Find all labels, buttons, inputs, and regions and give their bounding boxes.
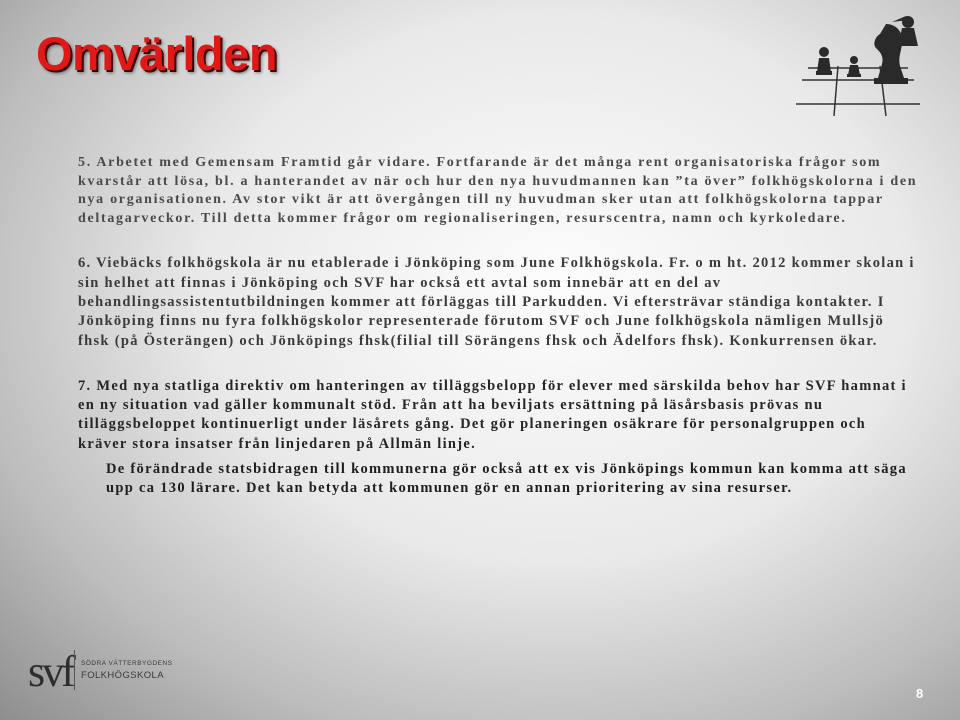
item-number: 7. — [78, 377, 92, 394]
logo-line-1: SÖDRA VÄTTERBYGDENS — [81, 660, 173, 667]
item-number: 6. — [78, 255, 92, 272]
note-paragraph: De förändrade statsbidragen till kommunerna gör också att ex vis Jönköpings kommun kan komma att säga upp ca 130 lärare. Det kan betyda att kommunen gör en annan prioritering av sina resurser. — [106, 461, 907, 497]
svf-logo — [28, 647, 188, 700]
logo-line-2: FOLKHÖGSKOLA. — [81, 669, 168, 681]
list-item — [78, 254, 918, 350]
item-text: Viebäcks folkhögskola är nu etablerade i Jönköping som June Folkhögskola. Fr. o m ht. 2012 kommer skolan i sin helhet att finnas i Jönköping och SVF har också ett avtal som innebär att en del av behandlingsassistentutbildningen kommer att förläggas till Parkudden. Vi eftersträvar ständiga kontakter. I Jönköping finns nu fyra folkhögskolor representerade förutom SVF och June folkhögskola nämligen Mullsjö fhsk (på Österängen) och Jönköpings fhsk(filial till Sörängens fhsk och Ädelfors fhsk). Konkurrensen ökar. — [78, 255, 915, 349]
item-text: Arbetet med Gemensam Framtid går vidare. Fortfarande är det många rent organisatoriska frågor som kvarstår att lösa, bl. a hanterandet av när och hur den nya huvudmannen kan ”ta över” folkhögskolorna i den nya organisationen. Av stor vikt är att övergången till ny huvudman sker utan att folkhögskolorna tappar deltagarveckor. Till detta kommer frågor om regionaliseringen, resurscentra, namn och kyrkoledare. — [78, 155, 918, 226]
list-item — [78, 154, 918, 228]
item-text: Med nya statliga direktiv om hanteringen av tilläggsbelopp för elever med särskilda behov har SVF hamnat i en ny situation vad gäller kommunalt stöd. Från att ha beviljats ersättning på läsårsbasis prövas nu tilläggsbeloppet kontinuerligt under läsårets gång. Det gör planeringen osäkrare för personalgruppen och kräver stora insatser från linjedaren på Allmän linje. — [78, 377, 907, 452]
chess-illustration-icon — [790, 8, 930, 118]
item-number: 5. — [78, 155, 92, 170]
logo-divider — [74, 650, 75, 690]
list-item — [78, 377, 918, 454]
page-number: 8 — [916, 686, 924, 701]
logo-text — [81, 660, 173, 681]
logo-mark: svf — [28, 647, 73, 696]
slide-title: Omvärlden — [36, 27, 278, 80]
logo-dot-icon: . — [163, 669, 168, 681]
slide-body — [78, 150, 918, 499]
